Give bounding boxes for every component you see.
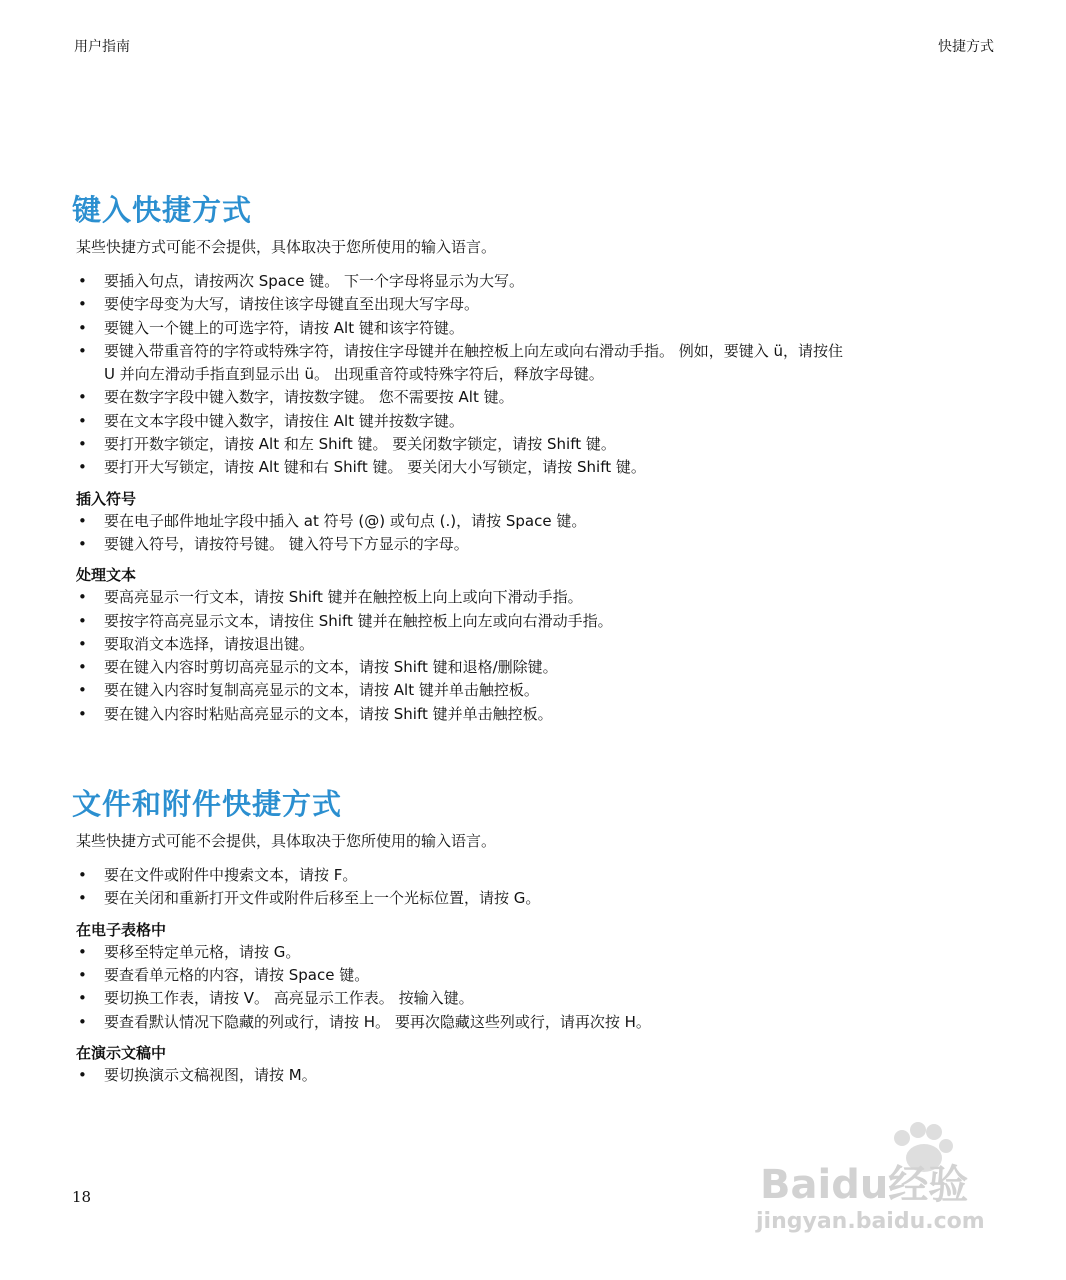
- typing-shortcuts-list: [72, 270, 1002, 480]
- list-item: • 要使字母变为大写，请按住该字母键直至出现大写字母。: [78, 295, 480, 314]
- list-item-continuation: U 并向左滑动手指直到显示出 ü。 出现重音符或特殊字符后，释放字母键。: [104, 365, 604, 384]
- list-item: • 要切换工作表，请按 V。 高亮显示工作表。 按输入键。: [78, 989, 474, 1008]
- list-item: • 要取消文本选择，请按退出键。: [78, 634, 315, 653]
- list-item: • 要切换演示文稿视图，请按 M。: [78, 1065, 317, 1084]
- list-item: • 要键入带重音符的字符或特殊字符，请按住字母键并在触控板上向左或向右滑动手指。 例如，要键入 ü，请按住: [78, 341, 844, 360]
- list-item: • 要移至特定单元格，请按 G。: [78, 942, 301, 961]
- list-item: • 要高亮显示一行文本，请按 Shift 键并在触控板上向上或向下滑动手指。: [78, 588, 583, 607]
- list-item: • 要插入句点，请按两次 Space 键。 下一个字母将显示为大写。: [78, 272, 525, 290]
- page-number: 18: [72, 1188, 92, 1206]
- section-title-typing-shortcuts: 键入快捷方式: [72, 193, 253, 227]
- insert-symbols-list: [72, 510, 1002, 557]
- list-item: • 要在键入内容时剪切高亮显示的文本，请按 Shift 键和退格/删除键。: [78, 658, 558, 677]
- spreadsheet-list: [72, 941, 1002, 1034]
- list-item: • 要打开数字锁定，请按 Alt 和左 Shift 键。 要关闭数字锁定，请按 Shift 键。: [78, 435, 616, 454]
- list-item: • 要查看单元格的内容，请按 Space 键。: [78, 965, 370, 984]
- list-item: • 要在键入内容时复制高亮显示的文本，请按 Alt 键并单击触控板。: [78, 681, 539, 700]
- watermark-url: jingyan.baidu.com: [756, 1209, 985, 1234]
- baidu-watermark-icon: [752, 1118, 1012, 1238]
- section-title-file-shortcuts: 文件和附件快捷方式: [72, 787, 343, 822]
- subheading-work-with-text: 处理文本: [76, 566, 137, 585]
- presentation-list: [72, 1064, 1002, 1087]
- subheading-spreadsheet: 在电子表格中: [76, 920, 167, 939]
- list-item: • 要查看默认情况下隐藏的列或行，请按 H。 要再次隐藏这些列或行，请再次按 H。: [78, 1012, 651, 1031]
- file-shortcuts-list: [72, 864, 1002, 911]
- list-item: • 要在数字字段中键入数字，请按数字键。 您不需要按 Alt 键。: [78, 388, 514, 407]
- list-item: • 要键入一个键上的可选字符，请按 Alt 键和该字符键。: [78, 318, 464, 337]
- work-with-text-list: [72, 586, 1002, 726]
- subheading-presentation: 在演示文稿中: [76, 1043, 167, 1062]
- watermark-brand: Baidu经验: [760, 1162, 969, 1208]
- header-right: 快捷方式: [938, 39, 994, 55]
- section-intro: 某些快捷方式可能不会提供，具体取决于您所使用的输入语言。: [76, 832, 497, 851]
- list-item: • 要在键入内容时粘贴高亮显示的文本，请按 Shift 键并单击触控板。: [78, 704, 553, 723]
- list-item: • 要键入符号，请按符号键。 键入符号下方显示的字母。: [78, 534, 469, 553]
- subheading-insert-symbols: 插入符号: [76, 489, 137, 508]
- list-item: • 要按字符高亮显示文本，请按住 Shift 键并在触控板上向左或向右滑动手指。: [78, 611, 613, 630]
- list-item: • 要在文本字段中键入数字，请按住 Alt 键并按数字键。: [78, 411, 464, 430]
- list-item: • 要在电子邮件地址字段中插入 at 符号 (@) 或句点 (.)，请按 Space 键。: [78, 511, 587, 530]
- list-item: • 要在关闭和重新打开文件或附件后移至上一个光标位置，请按 G。: [78, 889, 541, 908]
- list-item: • 要打开大写锁定，请按 Alt 键和右 Shift 键。 要关闭大小写锁定，请按 Shift 键。: [78, 458, 646, 477]
- list-item: • 要在文件或附件中搜索文本，请按 F。: [78, 866, 358, 885]
- section-intro: 某些快捷方式可能不会提供，具体取决于您所使用的输入语言。: [76, 238, 497, 256]
- header-left: 用户指南: [74, 39, 130, 55]
- page-content: [72, 190, 1002, 1087]
